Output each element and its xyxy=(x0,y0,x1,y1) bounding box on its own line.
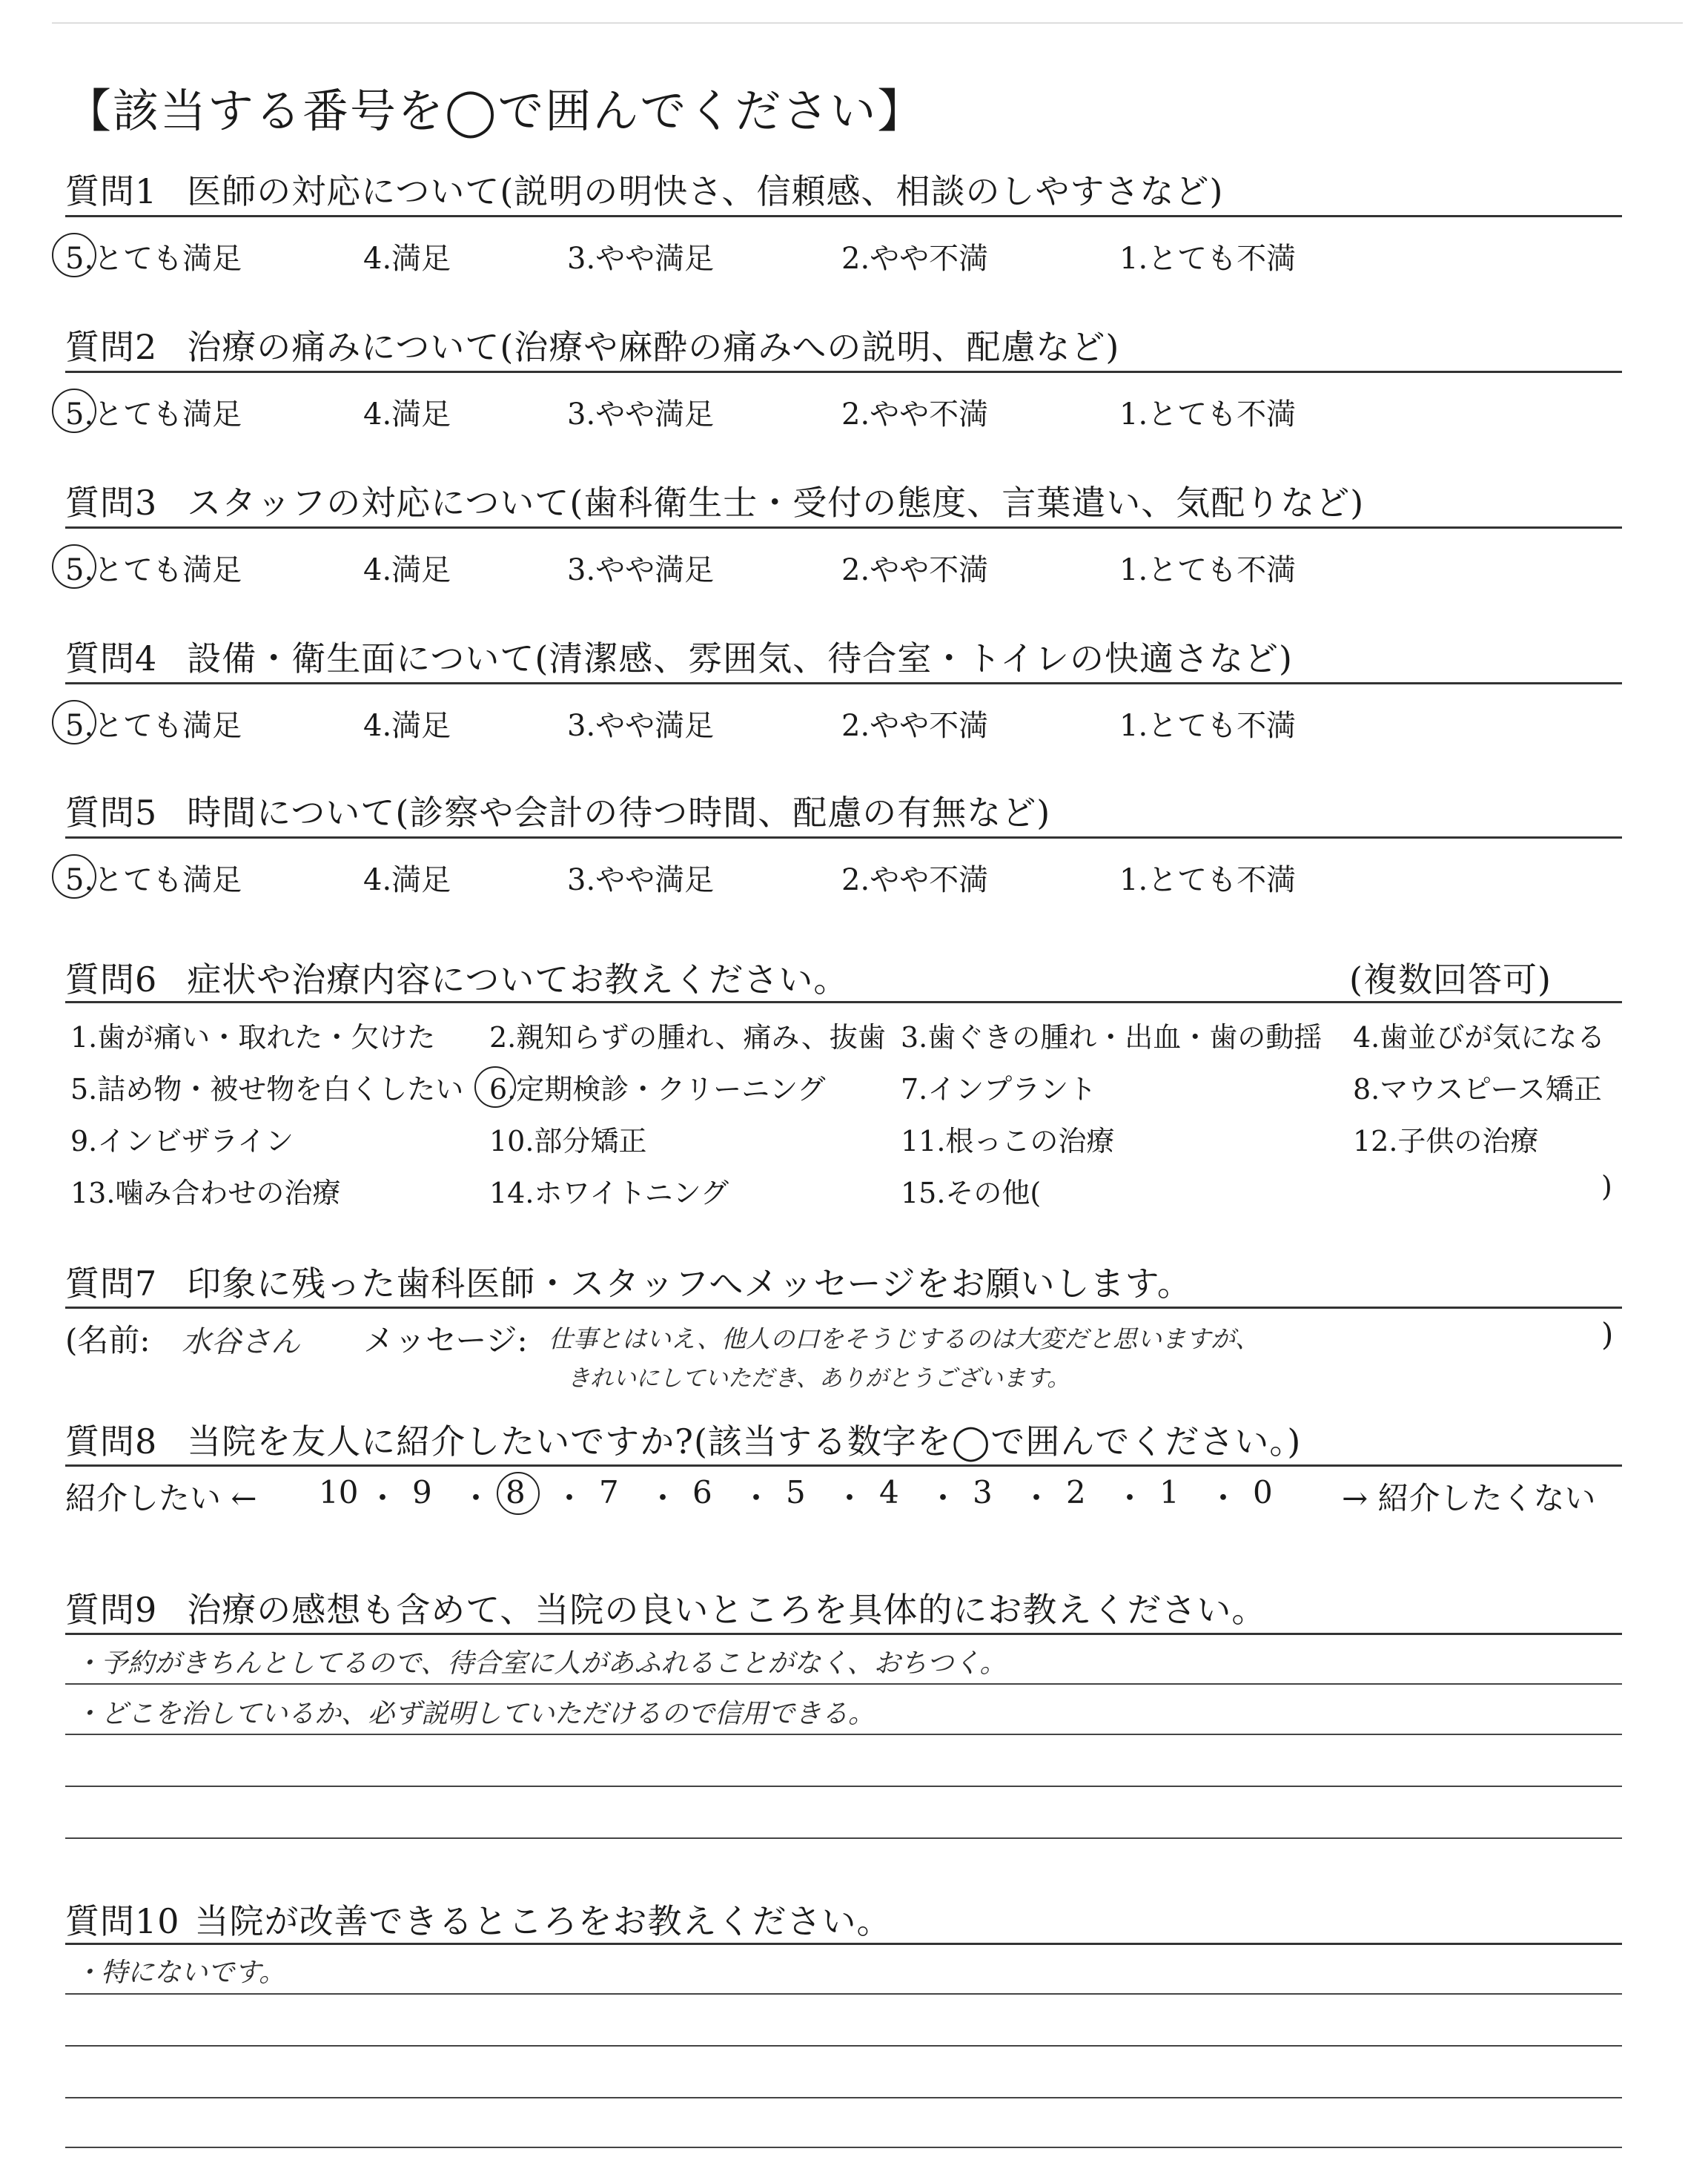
rating-option: 2.やや不満 xyxy=(841,397,989,432)
q7-message-line1: 仕事とはいえ、他人の口をそうじするのは大変だと思いますが、 xyxy=(549,1324,1260,1353)
q6-label: 質問6 xyxy=(65,960,158,1000)
question-label: 質問3 xyxy=(65,483,158,523)
q8-scale-dot: ・ xyxy=(367,1480,399,1516)
q8-scale-value: 6 xyxy=(692,1474,712,1510)
q8-scale-dot: ・ xyxy=(647,1480,679,1516)
q9-line-3 xyxy=(65,1786,1622,1787)
rating-option: 5.とても満足 xyxy=(65,397,242,432)
question-text: 医師の対応について(説明の明快さ、信頼感、相談のしやすさなど) xyxy=(187,171,1224,211)
question-label: 質問5 xyxy=(65,793,158,833)
question-4-heading xyxy=(65,632,1293,681)
q7-message-line2: きれいにしていただき、ありがとうございます。 xyxy=(567,1365,1070,1392)
rating-option: 3.やや満足 xyxy=(567,397,715,432)
q10-heading xyxy=(65,1895,892,1943)
question-2-rule xyxy=(65,371,1622,373)
rating-option: 3.やや満足 xyxy=(567,863,715,897)
rating-option: 2.やや不満 xyxy=(841,242,989,276)
rating-option: 4.満足 xyxy=(363,709,451,743)
selection-circle xyxy=(52,389,96,433)
rating-option: 2.やや不満 xyxy=(841,863,989,897)
q8-scale-dot: ・ xyxy=(1021,1480,1053,1516)
question-3-rule xyxy=(65,526,1622,529)
q8-scale-value: 10 xyxy=(319,1474,359,1510)
q7-close-paren: ) xyxy=(1601,1316,1614,1353)
scan-top-edge xyxy=(52,22,1683,24)
rating-option: 1.とても不満 xyxy=(1119,553,1297,587)
q6-option: 6.定期検診・クリーニング xyxy=(489,1073,826,1106)
question-text: 設備・衛生面について(清潔感、雰囲気、待合室・トイレの快適さなど) xyxy=(187,638,1293,678)
rating-option: 4.満足 xyxy=(363,397,451,432)
q8-scale-dot: ・ xyxy=(1114,1480,1146,1516)
q6-selection-circle xyxy=(474,1066,516,1108)
q8-scale-value: 7 xyxy=(599,1474,619,1510)
question-1-rule xyxy=(65,215,1622,217)
q7-text: 印象に残った歯科医師・スタッフへメッセージをお願いします。 xyxy=(187,1264,1192,1304)
q10-rule xyxy=(65,1943,1622,1945)
q9-label: 質問9 xyxy=(65,1590,158,1630)
q10-text: 当院が改善できるところをお教えください。 xyxy=(194,1901,892,1941)
q6-option: 2.親知らずの腫れ、痛み、抜歯 xyxy=(489,1021,886,1054)
q6-option: 4.歯並びが気になる xyxy=(1353,1021,1606,1054)
q6-option: 3.歯ぐきの腫れ・出血・歯の動揺 xyxy=(901,1021,1323,1054)
selection-circle xyxy=(52,233,96,277)
rating-option: 5.とても満足 xyxy=(65,863,242,897)
q6-option: 14.ホワイトニング xyxy=(489,1177,729,1209)
q7-label: 質問7 xyxy=(65,1264,158,1304)
question-label: 質問4 xyxy=(65,638,158,678)
q8-scale-dot: ・ xyxy=(927,1480,959,1516)
rating-option: 2.やや不満 xyxy=(841,553,989,587)
rating-option: 5.とても満足 xyxy=(65,242,242,276)
q8-scale-dot: ・ xyxy=(554,1480,586,1516)
q8-selection-circle xyxy=(497,1472,540,1515)
question-4-rule xyxy=(65,682,1622,684)
question-2-heading xyxy=(65,320,1119,369)
rating-option: 1.とても不満 xyxy=(1119,709,1297,743)
q6-option: 5.詰め物・被せ物を白くしたい xyxy=(70,1073,464,1106)
q8-scale-dot: ・ xyxy=(741,1480,772,1516)
q8-scale-value: 1 xyxy=(1159,1474,1179,1510)
rating-option: 1.とても不満 xyxy=(1119,863,1297,897)
q8-scale-dot: ・ xyxy=(834,1480,866,1516)
q8-right-label: → 紹介したくない xyxy=(1342,1480,1596,1516)
question-text: 時間について(診察や会計の待つ時間、配慮の有無など) xyxy=(187,793,1051,833)
q6-option: 8.マウスピース矯正 xyxy=(1353,1073,1602,1106)
q7-heading xyxy=(65,1257,1192,1306)
q9-line-1 xyxy=(65,1683,1622,1685)
q6-heading xyxy=(65,953,848,1002)
q8-text: 当院を友人に紹介したいですか?(該当する数字を◯で囲んでください。) xyxy=(187,1421,1302,1462)
q10-line-4 xyxy=(65,2147,1622,2148)
question-text: 治療の痛みについて(治療や麻酔の痛みへの説明、配慮など) xyxy=(187,327,1120,367)
q8-left-label: 紹介したい ← xyxy=(65,1480,257,1516)
q6-option: 13.噛み合わせの治療 xyxy=(70,1177,341,1209)
q6-option: 9.インビザライン xyxy=(70,1125,294,1157)
q6-rule xyxy=(65,1001,1622,1003)
q8-scale-value: 5 xyxy=(786,1474,806,1510)
rating-option: 1.とても不満 xyxy=(1119,397,1297,432)
q8-label: 質問8 xyxy=(65,1421,158,1462)
q6-option: 1.歯が痛い・取れた・欠けた xyxy=(70,1021,436,1054)
q9-text: 治療の感想も含めて、当院の良いところを具体的にお教えください。 xyxy=(187,1590,1267,1630)
q6-option: 12.子供の治療 xyxy=(1353,1125,1539,1157)
q6-option: 11.根っこの治療 xyxy=(901,1125,1115,1157)
q9-line-4 xyxy=(65,1837,1622,1839)
selection-circle xyxy=(52,544,96,589)
rating-option: 4.満足 xyxy=(363,553,451,587)
rating-option: 3.やや満足 xyxy=(567,709,715,743)
q10-line-1 xyxy=(65,1993,1622,1995)
q10-answer-1: ・特にないです。 xyxy=(74,1958,286,1988)
rating-option: 4.満足 xyxy=(363,863,451,897)
q6-option: 15.その他( xyxy=(901,1177,1042,1209)
rating-option: 3.やや満足 xyxy=(567,553,715,587)
rating-option: 4.満足 xyxy=(363,242,451,276)
q9-heading xyxy=(65,1583,1266,1632)
question-text: スタッフの対応について(歯科衛生士・受付の態度、言葉遣い、気配りなど) xyxy=(187,483,1365,523)
q6-option: ) xyxy=(1601,1170,1612,1203)
question-5-rule xyxy=(65,836,1622,839)
rating-option: 1.とても不満 xyxy=(1119,242,1297,276)
q8-scale-dot: ・ xyxy=(460,1480,492,1516)
q8-scale-value: 2 xyxy=(1066,1474,1086,1510)
q8-scale-dot: ・ xyxy=(1208,1480,1239,1516)
question-label: 質問2 xyxy=(65,327,158,367)
q8-scale-value: 9 xyxy=(412,1474,432,1510)
question-3-heading xyxy=(65,476,1364,525)
rating-option: 5.とても満足 xyxy=(65,709,242,743)
q7-name-value: 水谷さん xyxy=(182,1325,300,1359)
rating-option: 5.とても満足 xyxy=(65,553,242,587)
question-1-heading xyxy=(65,165,1223,214)
q7-name-label: (名前: xyxy=(65,1322,150,1358)
selection-circle xyxy=(52,854,96,899)
q9-answer-2: ・どこを治しているか、必ず説明していただけるので信用できる。 xyxy=(74,1699,875,1729)
q7-message-label: メッセージ: xyxy=(363,1322,528,1358)
q10-label: 質問10 xyxy=(65,1901,180,1941)
q6-option: 7.インプラント xyxy=(901,1073,1097,1106)
q9-line-2 xyxy=(65,1734,1622,1735)
q10-line-2 xyxy=(65,2045,1622,2047)
q6-text: 症状や治療内容についてお教えください。 xyxy=(187,960,849,1000)
rating-option: 2.やや不満 xyxy=(841,709,989,743)
q8-scale-value: 8 xyxy=(506,1474,526,1510)
question-5-heading xyxy=(65,786,1050,835)
q8-rule xyxy=(65,1464,1622,1467)
q6-note: (複数回答可) xyxy=(1349,960,1552,1000)
page-title: 【該当する番号を◯で囲んでください】 xyxy=(65,84,925,138)
q8-scale-value: 4 xyxy=(879,1474,899,1510)
q8-scale-value: 3 xyxy=(973,1474,993,1510)
selection-circle xyxy=(52,700,96,744)
q9-answer-1: ・予約がきちんとしてるので、待合室に人があふれることがなく、おちつく。 xyxy=(74,1648,1007,1679)
rating-option: 3.やや満足 xyxy=(567,242,715,276)
question-label: 質問1 xyxy=(65,171,158,211)
q7-rule xyxy=(65,1307,1622,1309)
q10-line-3 xyxy=(65,2097,1622,2098)
q6-option: 10.部分矯正 xyxy=(489,1125,647,1157)
q9-rule xyxy=(65,1633,1622,1635)
q8-scale-value: 0 xyxy=(1253,1474,1273,1510)
q8-heading xyxy=(65,1415,1301,1464)
